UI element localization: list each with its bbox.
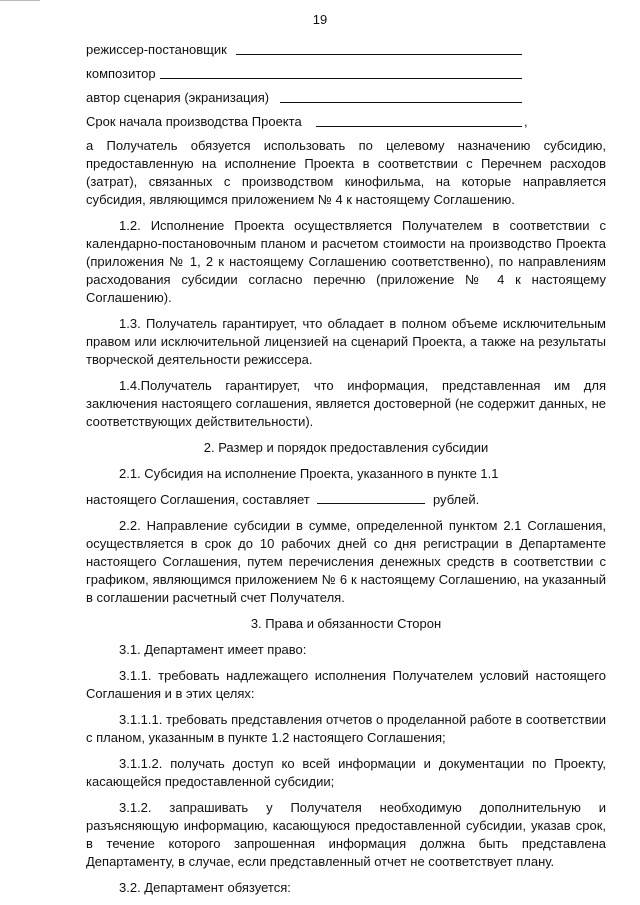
paragraph-1-3: 1.3. Получатель гарантирует, что обладает в полном объеме исключительным правом или исключительной лицензией на сценарий Проекта, а также на результаты творческой деятельности режиссера. (86, 316, 606, 367)
scan-corner-mark (0, 0, 40, 1)
document-body (86, 41, 606, 897)
paragraph-3-1-1-2: 3.1.1.2. получать доступ ко всей информации и документации по Проекту, касающейся предоставленной субсидии; (86, 756, 606, 789)
paragraph-2-2: 2.2. Направление субсидии в сумме, определенной пунктом 2.1 Соглашения, осуществляется в срок до 10 рабочих дней со дня регистрации в Департаменте настоящего Соглашения, путем перечисления денежных средств в соответствии с графиком, являющимся приложением № 6 к настоящему Соглашению, на указанный в соглашении расчетный счет Получателя. (86, 518, 606, 605)
paragraph-a: а Получатель обязуется использовать по целевому назначению субсидию, предоставленную на исполнение Проекта в соответствии с Перечнем расходов (затрат), связанных с производством кинофильма, на которые направляется субсидия, являющимся приложением № 4 к настоящему Соглашению. (86, 138, 606, 207)
field-label: режиссер-постановщик (86, 42, 227, 57)
page-number: 19 (312, 12, 328, 27)
text-fragment: настоящего Соглашения, составляет (86, 492, 310, 507)
paragraph-1-4: 1.4.Получатель гарантирует, что информация, представленная им для заключения настоящего соглашения, является достоверной (не содержит данных, не соответствующих действительности). (86, 378, 606, 429)
section-heading-3: 3. Права и обязанности Сторон (250, 616, 442, 631)
field-screenwriter (86, 89, 606, 107)
text-fragment: рублей. (432, 492, 480, 507)
blank-line (236, 54, 522, 55)
paragraph-2-1-line1: 2.1. Субсидия на исполнение Проекта, указанного в пункте 1.1 (119, 466, 499, 481)
paragraph-1-2: 1.2. Исполнение Проекта осуществляется Получателем в соответствии с календарно-постановочным планом и расчетом стоимости на производство Проекта (приложения № 1, 2 к настоящему Соглашению соответственно), по направлениям расходования субсидии согласно перечню (приложение № 4 к настоящему Соглашению). (86, 218, 606, 305)
field-comma: , (524, 114, 528, 129)
paragraph-3-1: 3.1. Департамент имеет право: (119, 642, 307, 657)
field-director (86, 41, 606, 59)
paragraph-3-1-2: 3.1.2. запрашивать у Получателя необходимую дополнительную и разъясняющую информацию, касающуюся предоставленной субсидии, указав срок, в течение которого запрошенная информация должна быть представлена Департаменту, в случае, если представленный отчет не соответствует плану. (86, 800, 606, 869)
field-start-date (86, 113, 606, 131)
paragraph-3-1-1: 3.1.1. требовать надлежащего исполнения Получателем условий настоящего Соглашения и в этих целях: (86, 668, 606, 701)
section-heading-2: 2. Размер и порядок предоставления субсидии (203, 440, 489, 455)
paragraph-2-1-line2 (86, 491, 606, 509)
paragraph-3-2: 3.2. Департамент обязуется: (119, 880, 291, 895)
field-label: Срок начала производства Проекта (86, 114, 302, 129)
field-label: композитор (86, 66, 156, 81)
blank-line (280, 102, 522, 103)
field-label: автор сценария (экранизация) (86, 90, 270, 105)
paragraph-3-1-1-1: 3.1.1.1. требовать представления отчетов о проделанной работе в соответствии с планом, указанным в пункте 1.2 настоящего Соглашения; (86, 712, 606, 745)
blank-line (316, 126, 522, 127)
field-composer (86, 65, 606, 83)
blank-line (160, 78, 522, 79)
amount-blank-line (317, 491, 425, 504)
